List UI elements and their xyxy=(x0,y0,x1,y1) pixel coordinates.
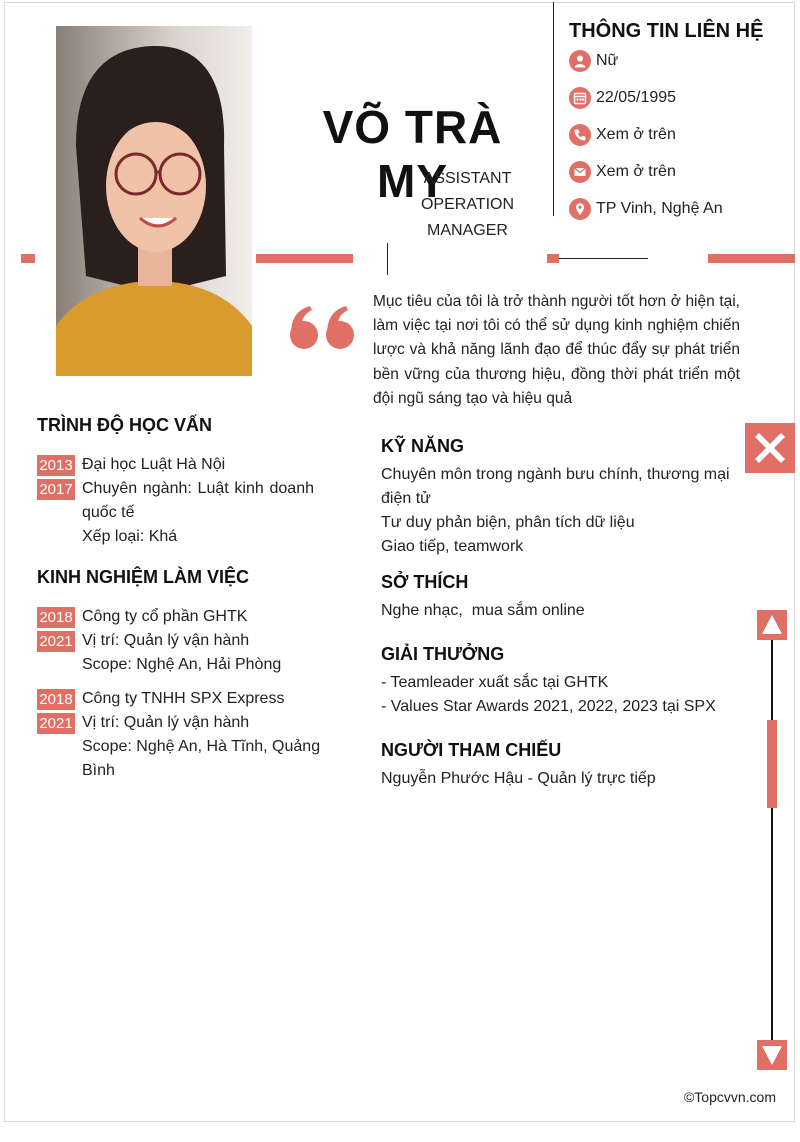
title-divider-line xyxy=(387,243,388,275)
education-details xyxy=(82,453,314,549)
scroll-thumb[interactable] xyxy=(767,720,777,808)
calendar-icon xyxy=(569,87,591,109)
job-end-year: 2021 xyxy=(37,713,75,734)
close-icon xyxy=(745,423,795,473)
career-objective: Mục tiêu của tôi là trở thành người tốt hơn ở hiện tại, làm việc tại nơi tôi có thể sử dụng kinh nghiệm chiến lược và khả năng lãnh đạo để thúc đẩy sự phát triển bền vững của thương hiệu, đồng thời phát triển một đội ngũ sáng tạo và hiệu quả xyxy=(373,293,740,407)
footer-credit: ©Topcvvn.com xyxy=(683,1089,776,1105)
location-icon xyxy=(569,198,591,220)
skill-item: Giao tiếp, teamwork xyxy=(381,538,524,555)
references-title: NGƯỜI THAM CHIẾU xyxy=(381,740,562,760)
job-position: Vị trí: Quản lý vận hành xyxy=(82,714,250,731)
job-start-year: 2018 xyxy=(37,689,75,710)
contact-divider-line xyxy=(553,2,554,216)
accent-bar xyxy=(256,254,353,263)
job-start-year: 2018 xyxy=(37,607,75,628)
accent-bar xyxy=(547,254,559,263)
education-school: Đại học Luật Hà Nội xyxy=(82,456,226,473)
phone-icon xyxy=(569,124,591,146)
contact-title: THÔNG TIN LIÊN HỆ xyxy=(569,20,764,42)
scroll-up-button[interactable] xyxy=(757,610,787,640)
job-company: Công ty cổ phần GHTK xyxy=(82,608,248,625)
job-entry xyxy=(82,687,322,783)
education-grade: Xếp loại: Khá xyxy=(82,528,178,545)
references-text: Nguyễn Phước Hậu - Quản lý trực tiếp xyxy=(381,770,656,787)
experience-title: KINH NGHIỆM LÀM VIỆC xyxy=(37,567,250,587)
awards-list xyxy=(381,671,741,719)
full-name: VÕ TRÀ MY xyxy=(322,101,503,207)
contact-address: TP Vinh, Nghệ An xyxy=(569,196,723,222)
awards-title: GIẢI THƯỞNG xyxy=(381,644,505,664)
quote-icon xyxy=(288,290,358,360)
job-company: Công ty TNHH SPX Express xyxy=(82,690,285,707)
award-item: - Values Star Awards 2021, 2022, 2023 tại SPX xyxy=(381,698,716,715)
contact-phone: Xem ở trên xyxy=(569,122,676,148)
skills-title: KỸ NĂNG xyxy=(381,436,465,456)
scroll-down-button[interactable] xyxy=(757,1040,787,1070)
hobbies-title: SỞ THÍCH xyxy=(381,572,469,592)
job-position: Vị trí: Quản lý vận hành xyxy=(82,632,250,649)
job-title: ASSISTANT OPERATION MANAGER xyxy=(420,170,515,239)
education-title: TRÌNH ĐỘ HỌC VẤN xyxy=(37,415,212,435)
education-major: Chuyên ngành: Luật kinh doanh quốc tế xyxy=(82,480,314,521)
job-end-year: 2021 xyxy=(37,631,75,652)
skills-list xyxy=(381,463,736,559)
job-entry xyxy=(82,605,322,677)
accent-bar xyxy=(708,254,795,263)
education-start-year: 2013 xyxy=(37,455,75,476)
job-scope: Scope: Nghệ An, Hải Phòng xyxy=(82,656,282,673)
contact-gender: Nữ xyxy=(569,48,618,74)
award-item: - Teamleader xuất sắc tại GHTK xyxy=(381,674,609,691)
arrow-up-icon xyxy=(757,610,787,640)
accent-bar xyxy=(21,254,35,263)
email-icon xyxy=(569,161,591,183)
thin-divider-line xyxy=(559,258,648,259)
hobbies-text: Nghe nhạc, mua sắm online xyxy=(381,602,585,619)
scroll-track[interactable] xyxy=(771,640,773,1040)
skill-item: Tư duy phản biện, phân tích dữ liệu xyxy=(381,514,635,531)
user-icon xyxy=(569,50,591,72)
education-end-year: 2017 xyxy=(37,479,75,500)
skill-item: Chuyên môn trong ngành bưu chính, thương mại điện tử xyxy=(381,466,730,507)
profile-photo xyxy=(56,26,252,376)
arrow-down-icon xyxy=(757,1040,787,1070)
job-scope: Scope: Nghệ An, Hà Tĩnh, Quảng Bình xyxy=(82,738,321,779)
contact-birthday: 22/05/1995 xyxy=(569,85,676,111)
contact-email: Xem ở trên xyxy=(569,159,676,185)
close-button[interactable] xyxy=(745,423,795,473)
